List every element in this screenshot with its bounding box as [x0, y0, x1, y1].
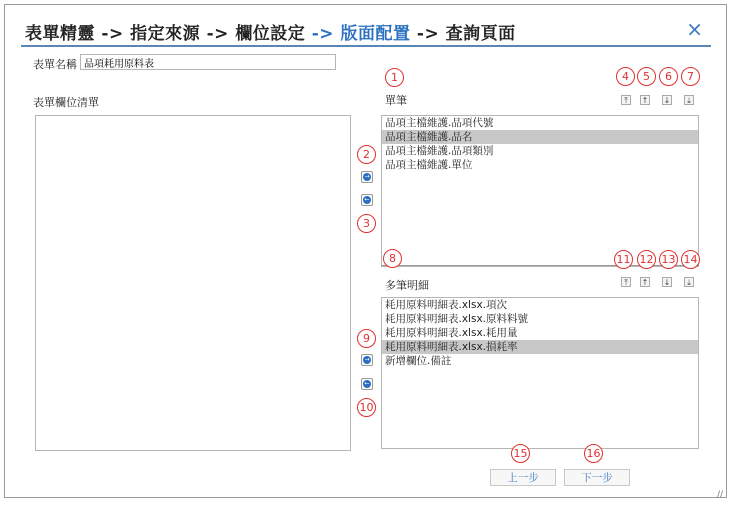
list-item[interactable]: 品項主檔維護.品項類別 [385, 145, 494, 157]
annotation-marker: 12 [637, 250, 656, 269]
annotation-marker: 13 [659, 250, 678, 269]
annotation-marker: 3 [357, 214, 376, 233]
annotation-marker: 11 [614, 250, 633, 269]
annotation-marker: 14 [681, 250, 700, 269]
annotation-marker: 8 [383, 249, 402, 268]
single-list[interactable] [381, 115, 699, 267]
list-item[interactable]: 耗用原料明細表.xlsx.原料料號 [385, 313, 528, 325]
annotation-marker: 15 [511, 444, 530, 463]
field-list-panel[interactable] [35, 115, 351, 451]
list-item-selected[interactable]: 品項主檔維護.品名 [382, 130, 698, 144]
add-to-single-button[interactable] [361, 171, 373, 183]
title-bar [21, 15, 711, 47]
move-down-button[interactable]: ↓ [663, 278, 671, 287]
move-top-button[interactable]: ⤒ [621, 277, 631, 287]
add-to-multi-button[interactable] [361, 354, 373, 366]
step-separator: -> [101, 24, 124, 44]
arrow-right-icon: → [364, 356, 370, 363]
multi-label: 多筆明細 [385, 279, 429, 292]
remove-from-single-button[interactable] [361, 194, 373, 206]
annotation-marker: 2 [357, 145, 376, 164]
step-layout-current: 版面配置 [340, 24, 411, 44]
prev-step-button[interactable]: 上一步 [490, 469, 556, 486]
move-down-button[interactable]: ↓ [663, 96, 671, 105]
annotation-marker: 10 [357, 398, 376, 417]
field-list-label: 表單欄位清單 [33, 96, 99, 109]
step-wizard: 表單精靈 [25, 24, 95, 44]
list-item[interactable]: 新增欄位.備註 [385, 355, 452, 367]
step-source: 指定來源 [130, 24, 201, 44]
move-bottom-button[interactable]: ⤓ [684, 95, 694, 105]
close-icon[interactable]: × [686, 17, 703, 41]
multi-list[interactable] [381, 297, 699, 449]
form-name-label: 表單名稱 [33, 58, 77, 71]
arrow-left-icon: ← [364, 380, 370, 387]
step-fields: 欄位設定 [235, 24, 306, 44]
step-separator: -> [206, 24, 229, 44]
list-item[interactable]: 品項主檔維護.單位 [385, 159, 473, 171]
annotation-marker: 16 [584, 444, 603, 463]
remove-from-multi-button[interactable] [361, 378, 373, 390]
single-label: 單筆 [385, 94, 407, 107]
list-item-selected[interactable]: 耗用原料明細表.xlsx.損耗率 [382, 340, 698, 354]
list-item[interactable]: 耗用原料明細表.xlsx.耗用量 [385, 327, 518, 339]
move-bottom-button[interactable]: ⤓ [684, 277, 694, 287]
list-item[interactable]: 耗用原料明細表.xlsx.項次 [385, 299, 507, 311]
annotation-marker: 7 [681, 67, 700, 86]
arrow-left-icon: ← [364, 196, 370, 203]
step-separator: -> [416, 24, 440, 44]
step-separator: -> [311, 24, 335, 44]
annotation-marker: 5 [637, 67, 656, 86]
move-top-button[interactable]: ⤒ [621, 95, 631, 105]
resize-grip-icon[interactable]: // [717, 490, 724, 500]
list-item[interactable]: 品項主檔維護.品項代號 [385, 117, 494, 129]
wizard-breadcrumb [25, 19, 516, 44]
next-step-button[interactable]: 下一步 [564, 469, 630, 486]
annotation-marker: 9 [357, 329, 376, 348]
arrow-right-icon: → [364, 173, 370, 180]
annotation-marker: 6 [659, 67, 678, 86]
annotation-marker: 1 [385, 68, 404, 87]
move-up-button[interactable]: ↑ [641, 96, 649, 105]
form-name-input[interactable] [80, 54, 336, 70]
move-up-button[interactable]: ↑ [641, 278, 649, 287]
step-query: 查詢頁面 [445, 24, 516, 44]
annotation-marker: 4 [616, 67, 635, 86]
